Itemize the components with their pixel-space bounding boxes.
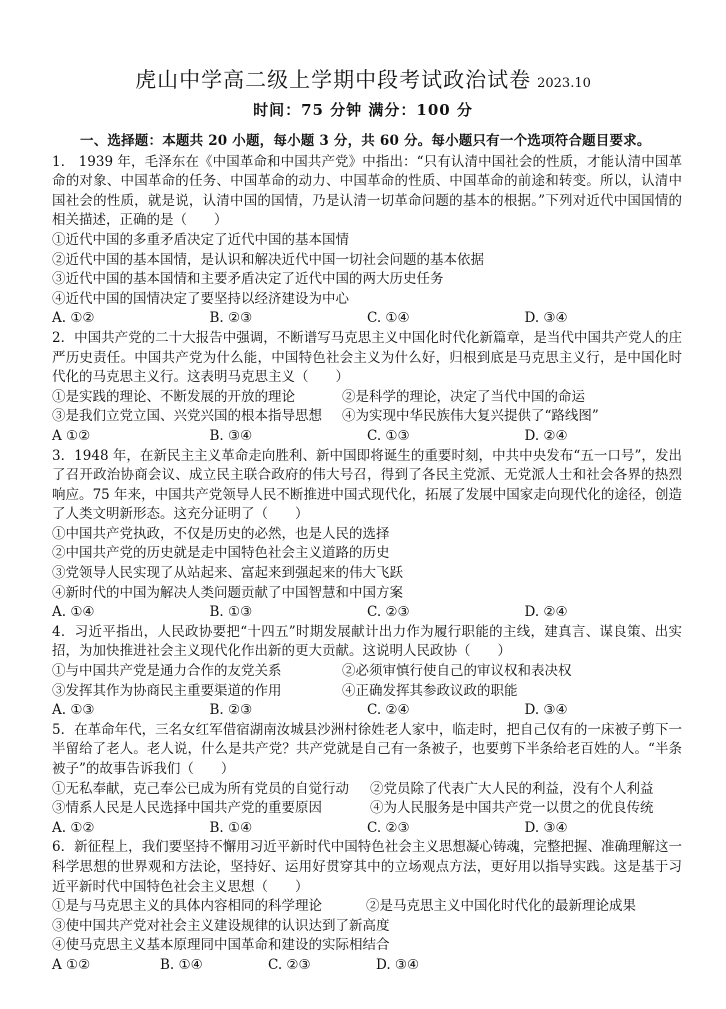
option-row <box>52 407 682 427</box>
answer-b: B. ①③ <box>209 604 253 621</box>
option-item: ③情系人民是人民选择中国共产党的重要原因 <box>52 800 322 817</box>
option-item: ②必须审慎行使自己的审议权和表决权 <box>342 663 572 680</box>
option-item: ①与中国共产党是通力合作的友党关系 <box>52 663 282 680</box>
exam-title: 虎山中学高二级上学期中段考试政治试卷 <box>135 68 532 92</box>
option-row <box>52 780 682 800</box>
question-4 <box>52 623 682 721</box>
title-row <box>0 64 726 94</box>
question-5 <box>52 721 682 839</box>
answer-d: D. ③④ <box>524 310 568 327</box>
question-stem: 5．在革命年代，三名女红军借宿湖南汝城县沙洲村徐姓老人家中，临走时，把自己仅有的一床被子剪下一半留给了老人。老人说，什么是共产党？共产党就是自己有一条被子，也要剪下半条给老百姓的人。“半条被子”的故事告诉我们（ ） <box>52 721 682 777</box>
option-item: ③发挥其作为协商民主重要渠道的作用 <box>52 682 282 699</box>
question-stem: 2．中国共产党的二十大报告中强调，不断谱写马克思主义中国化时代化新篇章，是当代中国共产党人的庄严历史责任。中国共产党为什么能，中国特色社会主义为什么好，归根到底是马克思主义行，是中国化时代化的马克思主义行。这表明马克思主义（ ） <box>52 329 682 386</box>
option-item: ②是科学的理论，决定了当代中国的命运 <box>342 388 585 405</box>
option-row <box>52 662 682 682</box>
answer-a: A ①② <box>52 956 91 973</box>
option-item: ④为人民服务是中国共产党一以贯之的优良传统 <box>370 800 654 817</box>
option-item: ④为实现中华民族伟大复兴提供了“路线图” <box>342 408 599 425</box>
option-item: ④新时代的中国为解决人类问题贡献了中国智慧和中国方案 <box>52 584 403 601</box>
option-item: ④使马克思主义基本原理同中国革命和建设的实际相结合 <box>52 937 390 954</box>
answer-choices <box>52 701 682 721</box>
option-row <box>52 388 682 408</box>
option-item: ①是实践的理论、不断发展的开放的理论 <box>52 388 295 405</box>
answer-c: C. ②③ <box>367 604 410 621</box>
option-item: ④近代中国的国情决定了要坚持以经济建设为中心 <box>52 290 349 307</box>
answer-choices <box>52 956 682 976</box>
question-stem: 4．习近平指出，人民政协要把“十四五”时期发展献计出力作为履行职能的主线，建真言、谋良策、出实招，为加快推进社会主义现代化作出新的更大贡献。这说明人民政协（ ） <box>52 623 682 660</box>
question-list <box>52 132 682 976</box>
question-2 <box>52 329 682 447</box>
answer-b: B. ②③ <box>209 310 253 327</box>
answer-c: C. ①④ <box>367 310 410 327</box>
answer-c: C. ②④ <box>367 702 410 719</box>
question-3 <box>52 447 682 623</box>
option-item: ①无私奉献，克己奉公已成为所有党员的自觉行动 <box>52 780 349 797</box>
option-item: ②中国共产党的历史就是走中国特色社会主义道路的历史 <box>52 545 390 562</box>
answer-a: A. ①③ <box>52 702 95 719</box>
option-row <box>52 799 682 819</box>
option-item: ①近代中国的多重矛盾决定了近代中国的基本国情 <box>52 231 349 248</box>
question-stem: 1． 1939 年，毛泽东在《中国革命和中国共产党》中指出：“只有认清中国社会的性质，才能认清中国革命的对象、中国革命的任务、中国革命的动力、中国革命的性质、中国革命的前途和转变。所以，认清中国社会的性质，就是说，认清中国的国情，乃是认清一切革命问题的基本的根据。”下列对近代中国国情的相关描述，正确的是（ ） <box>52 153 682 229</box>
option-item: ③近代中国的基本国情和主要矛盾决定了近代中国的两大历史任务 <box>52 271 444 288</box>
answer-b: B. ②③ <box>209 702 253 719</box>
option-row <box>52 682 682 702</box>
option-item: ②是马克思主义中国化时代化的最新理论成果 <box>366 898 636 915</box>
answer-choices <box>52 309 682 329</box>
exam-subtitle: 时间：75 分钟 满分：100 分 <box>253 101 473 119</box>
answer-d: D. ②④ <box>524 427 568 444</box>
option-item: ①中国共产党执政，不仅是历史的必然，也是人民的选择 <box>52 525 390 542</box>
answer-d: D. ②④ <box>524 604 568 621</box>
option-item: ③是我们立党立国、兴党兴国的根本指导思想 <box>52 408 322 425</box>
question-stem: 3．1948 年，在新民主主义革命走向胜利、新中国即将诞生的重要时刻，中共中央发布“五一口号”，发出了召开政治协商会议、成立民主联合政府的伟大号召，得到了各民主党派、无党派人士和社会各界的热烈响应。75 年来，中国共产党领导人民不断推进中国式现代化，拓展了发展中国家走向现代化的途径，创造了人类文明新形态。这充分证明了（ ） <box>52 447 682 523</box>
option-item: ③党领导人民实现了从站起来、富起来到强起来的伟大飞跃 <box>52 565 403 582</box>
option-item: ②近代中国的基本国情，是认识和解决近代中国一切社会问题的基本依据 <box>52 251 484 268</box>
answer-d: D. ③④ <box>376 956 420 973</box>
answer-a: A. ①② <box>52 819 95 836</box>
answer-a: A ①② <box>52 427 91 444</box>
answer-d: D. ③④ <box>524 819 568 836</box>
section-heading: 一、选择题：本题共 20 小题，每小题 3 分，共 60 分。每小题只有一个选项符合题目要求。 <box>80 133 651 149</box>
option-row <box>52 897 682 917</box>
answer-choices <box>52 427 682 447</box>
option-item: ①是与马克思主义的具体内容相同的科学理论 <box>52 898 322 915</box>
answer-b: B. ③④ <box>209 427 253 444</box>
question-6 <box>52 838 682 975</box>
answer-b: B. ①④ <box>209 819 253 836</box>
option-item: ②党员除了代表广大人民的利益，没有个人利益 <box>370 780 654 797</box>
option-item: ③使中国共产党对社会主义建设规律的认识达到了新高度 <box>52 917 390 934</box>
answer-c: C. ①③ <box>367 427 410 444</box>
answer-b: B. ①④ <box>160 956 203 973</box>
question-stem: 6．新征程上，我们要坚持不懈用习近平新时代中国特色社会主义思想凝心铸魂，完整把握、准确理解这一科学思想的世界观和方法论，坚持好、运用好贯穿其中的立场观点方法，更好用以指导实践。这是基于习近平新时代中国特色社会主义思想（ ） <box>52 839 682 895</box>
answer-c: C. ②③ <box>268 956 311 973</box>
answer-choices <box>52 603 682 623</box>
answer-d: D. ③④ <box>524 702 568 719</box>
answer-choices <box>52 819 682 839</box>
answer-c: C. ②③ <box>367 819 410 836</box>
answer-a: A. ①② <box>52 310 95 327</box>
exam-date: 2023.10 <box>537 76 591 91</box>
option-item: ④正确发挥其参政议政的职能 <box>342 682 518 699</box>
answer-a: A. ①④ <box>52 604 95 621</box>
question-1 <box>52 153 682 329</box>
